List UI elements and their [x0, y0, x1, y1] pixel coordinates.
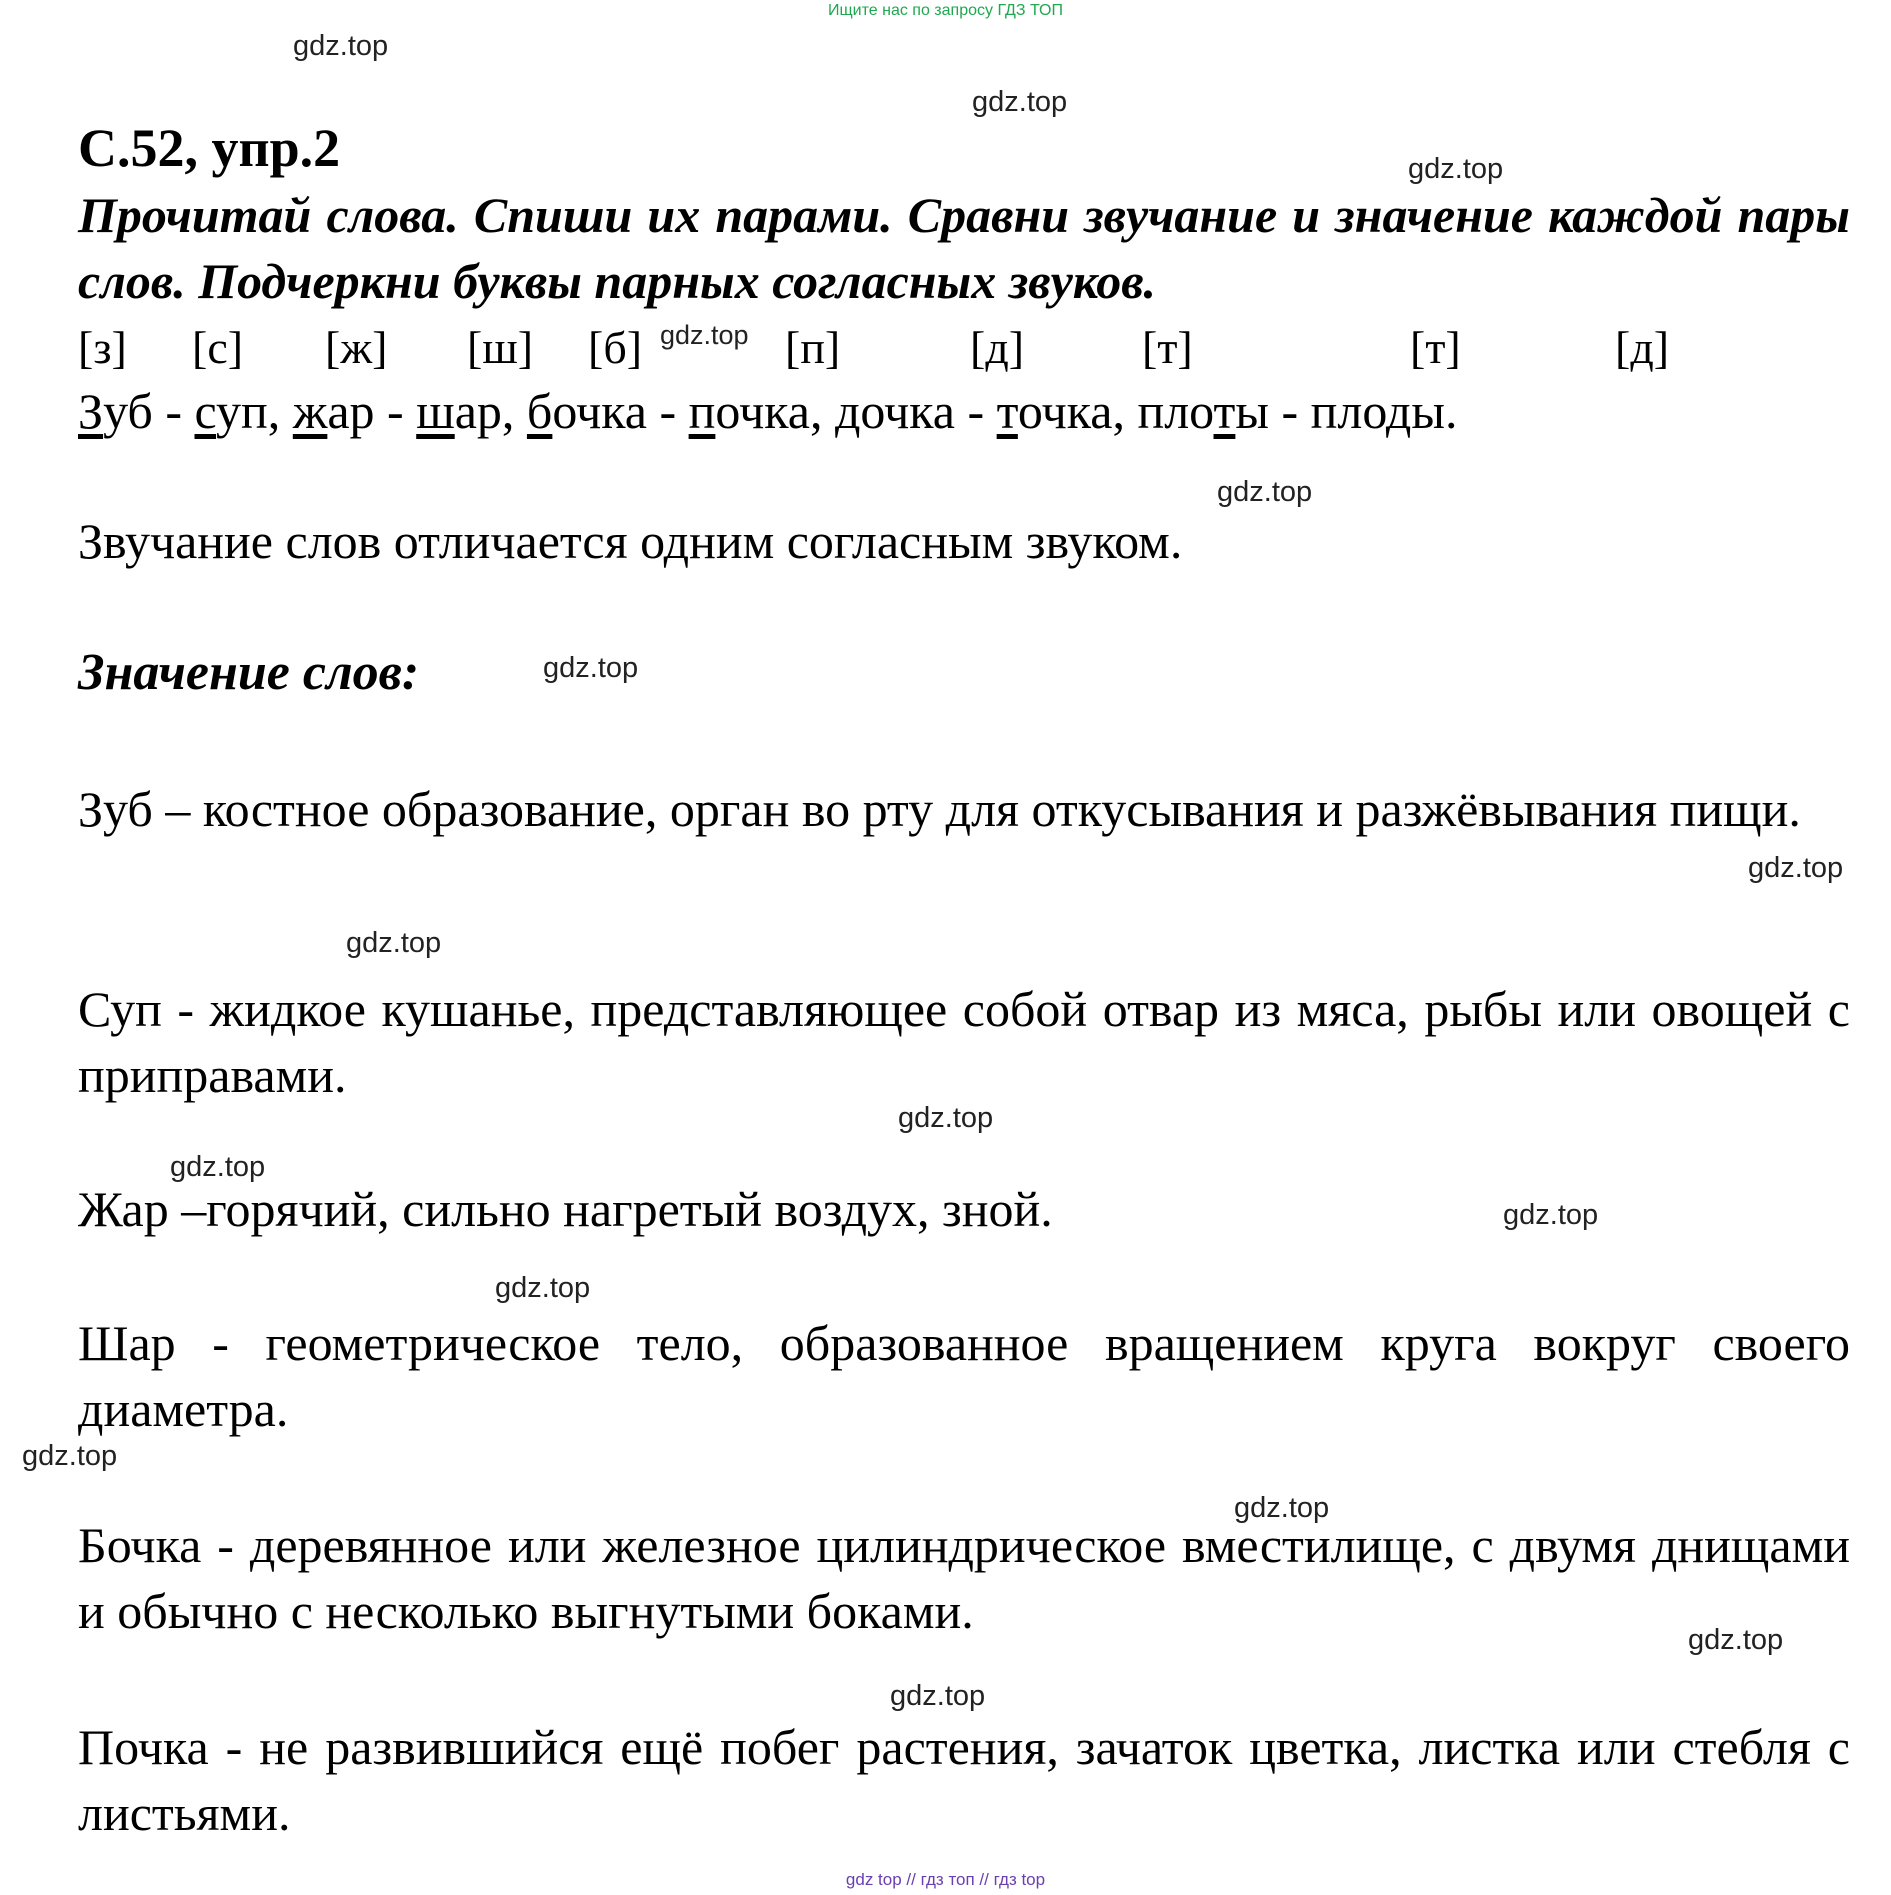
watermark: gdz.top	[972, 86, 1068, 118]
definition-paragraph: Зуб – костное образование, орган во рту для откусывания и разжёвывания пищи.	[78, 781, 1801, 837]
definition-paragraph: Почка - не развившийся ещё побег растения, зачаток цветка, листка или стебля с листьями.	[78, 1719, 1850, 1841]
word-fragment: ы -	[1235, 383, 1311, 439]
word-fragment: очка -	[860, 383, 997, 439]
word-fragment: очка,	[1017, 383, 1138, 439]
word-fragment: очка -	[552, 383, 689, 439]
sound-label: [ж]	[325, 322, 388, 373]
definition-paragraph: Шар - геометрическое тело, образованное вращением круга вокруг своего диаметра.	[78, 1315, 1850, 1437]
watermark: gdz.top	[660, 320, 749, 350]
watermark: gdz.top	[1217, 476, 1313, 508]
definition-paragraph: Бочка - деревянное или железное цилиндрическое вместилище, с двумя днищами и обычно с несколько выгнутыми боками.	[78, 1517, 1850, 1639]
underlined-letter: ш	[416, 383, 455, 439]
word-fragment: пло	[1310, 383, 1386, 439]
sound-label: [д]	[1615, 322, 1670, 373]
watermark: gdz.top	[1688, 1624, 1784, 1656]
watermark: gdz.top	[543, 652, 639, 684]
sound-label: [т]	[1142, 322, 1193, 373]
watermark: gdz.top	[346, 927, 442, 959]
word-fragment: ар,	[454, 383, 527, 439]
definition-paragraph: Суп - жидкое кушанье, представляющее собой отвар из мяса, рыбы или овощей с приправами.	[78, 981, 1850, 1103]
sound-label: [с]	[192, 322, 244, 373]
underlined-letter: с	[194, 383, 217, 439]
top-banner: Ищите нас по запросу ГДЗ ТОП	[828, 2, 1063, 19]
sound-label: [з]	[78, 322, 127, 373]
watermark: gdz.top	[170, 1151, 266, 1183]
underlined-letter: З	[78, 383, 104, 439]
underlined-letter: т	[1213, 383, 1236, 439]
underlined-letter: т	[996, 383, 1018, 439]
watermark: gdz.top	[495, 1272, 591, 1304]
task-text: Прочитай слова. Спиши их парами. Сравни звучание и значение каждой пары слов. Подчеркни буквы парных согласных звуков.	[78, 187, 1850, 309]
word-pairs-line	[78, 380, 1457, 442]
watermark: gdz.top	[898, 1102, 994, 1134]
sound-label: [т]	[1410, 322, 1461, 373]
underlined-letter: д	[1385, 383, 1412, 439]
watermark: gdz.top	[890, 1680, 986, 1712]
watermark: gdz.top	[1503, 1199, 1599, 1231]
word-fragment: ар -	[327, 383, 417, 439]
sound-label: [п]	[785, 322, 841, 373]
page-title: С.52, упр.2	[78, 118, 341, 178]
sound-note: Звучание слов отличается одним согласным звуком.	[78, 513, 1183, 569]
word-fragment: уп,	[216, 383, 293, 439]
meanings-heading: Значение слов:	[78, 644, 420, 701]
word-fragment: очка,	[715, 383, 835, 439]
word-fragment: ы.	[1411, 383, 1458, 439]
watermark: gdz.top	[1408, 153, 1504, 185]
definition-paragraph: Жар –горячий, сильно нагретый воздух, зной.	[78, 1181, 1053, 1237]
sound-label: [д]	[970, 322, 1025, 373]
watermark: gdz.top	[1748, 852, 1844, 884]
underlined-letter: д	[834, 383, 861, 439]
underlined-letter: б	[526, 383, 553, 439]
watermark: gdz.top	[1234, 1492, 1330, 1524]
watermark: gdz.top	[22, 1440, 118, 1472]
sound-label: [ш]	[467, 322, 534, 373]
sound-label: [б]	[588, 322, 643, 373]
watermark: gdz.top	[293, 30, 389, 62]
underlined-letter: ж	[292, 383, 328, 439]
word-fragment: уб -	[103, 383, 195, 439]
footer-links: gdz top // гдз топ // гдз top	[845, 1870, 1046, 1889]
word-fragment: пло	[1137, 383, 1214, 439]
underlined-letter: п	[688, 383, 716, 439]
